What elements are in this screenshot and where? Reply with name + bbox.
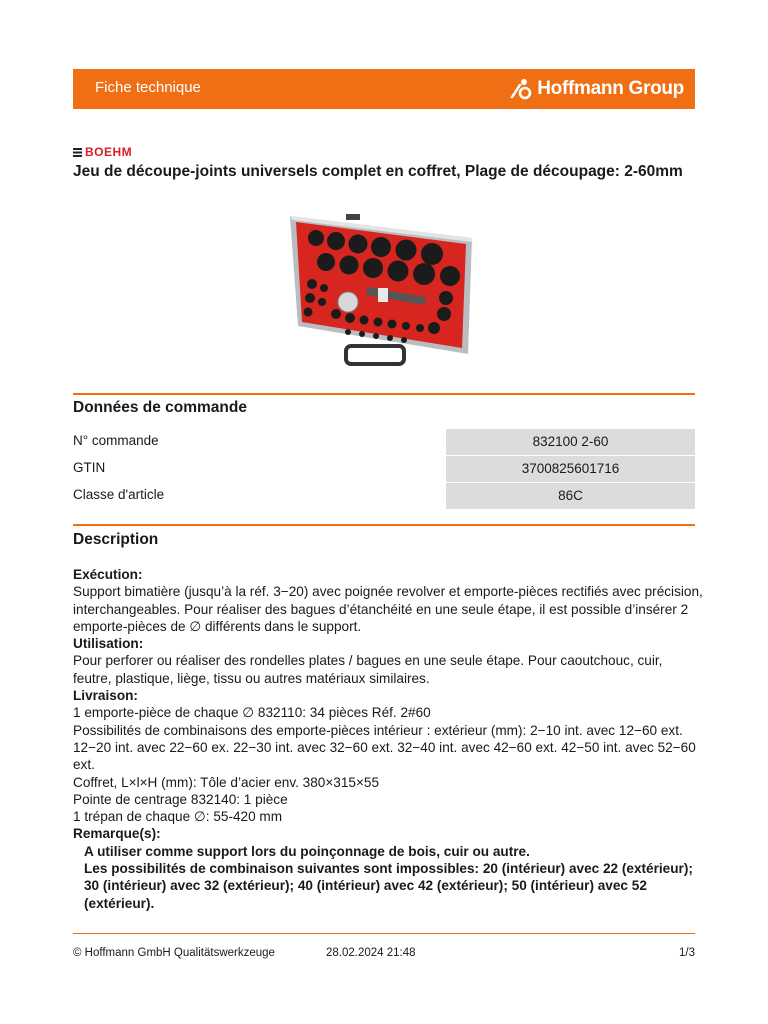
delivery-line: 1 emporte-pièce de chaque ∅ 832110: 34 pièces Réf. 2#60 (73, 705, 431, 721)
order-section-rule (73, 393, 695, 395)
remark-item: A utiliser comme support lors du poinçonnage de bois, cuir ou autre. (84, 843, 530, 859)
order-number-label: N° commande (73, 433, 159, 448)
table-row (73, 483, 695, 510)
description-heading: Description (73, 531, 159, 548)
footer-date: 28.02.2024 21:48 (326, 947, 416, 959)
article-class-label: Classe d'article (73, 487, 165, 502)
execution-label: Exécution: (73, 567, 143, 582)
remarks-label: Remarque(s): (73, 826, 161, 842)
logo-text: Hoffmann Group (537, 78, 684, 99)
header-bar (73, 69, 695, 109)
remark-item: Les possibilités de combinaison suivantes sont impossibles: 20 (intérieur) avec 22 (extérieur); 30 (intérieur) avec 32 (extérieur); 40 (intérieur) avec 42 (extérieur); 50 (intérieur) avec 52 (extérieur). (84, 861, 693, 911)
brand-logo (73, 146, 132, 158)
delivery-line: Coffret, L×l×H (mm): Tôle d’acier env. 380×315×55 (73, 774, 380, 790)
product-title: Jeu de découpe-joints universels complet en coffret, Plage de découpage: 2-60mm (73, 163, 683, 180)
delivery-label: Livraison: (73, 688, 138, 704)
delivery-line: Possibilités de combinaisons des emporte-pièces intérieur : extérieur (mm): 2−10 int. avec 12−60 ext. 12−20 int. avec 22−60 ex. 22−30 int. avec 32−60 ext. 32−40 int. avec 42−60 ext. 42−50 int. avec 52−60 ext. (73, 722, 696, 773)
description-body (73, 566, 703, 912)
order-table (73, 429, 695, 510)
delivery-line: Pointe de centrage 832140: 1 pièce (73, 791, 288, 807)
gtin-value: 3700825601716 (446, 456, 695, 482)
description-section-rule (73, 524, 695, 526)
hoffmann-logo-icon (508, 78, 532, 100)
delivery-line: 1 trépan de chaque ∅: 55-420 mm (73, 809, 283, 825)
usage-label: Utilisation: (73, 636, 144, 652)
table-row (73, 456, 695, 483)
gtin-label: GTIN (73, 460, 106, 475)
table-row (73, 429, 695, 456)
article-class-value: 86C (446, 483, 695, 509)
order-heading: Données de commande (73, 399, 247, 416)
boehm-mark-icon (73, 148, 82, 157)
order-number-value: 832100 2-60 (446, 429, 695, 455)
footer-copyright: © Hoffmann GmbH Qualitätswerkzeuge (73, 947, 275, 959)
hoffmann-logo (508, 76, 684, 102)
execution-text: Support bimatière (jusqu’à la réf. 3−20) avec poignée revolver et emporte-pièces rectifiés avec précision, interchangeables. Pour réaliser des bagues d’étanchéité en une seule étape, il est possible d’insérer 2 emporte-pièces de ∅ différents dans le support. (73, 584, 703, 634)
footer-page-number: 1/3 (679, 947, 695, 959)
punch-set-case-image (286, 208, 478, 373)
footer-rule (73, 933, 695, 934)
header-title: Fiche technique (95, 79, 201, 96)
brand-name: BOEHM (85, 145, 133, 159)
usage-text: Pour perforer ou réaliser des rondelles plates / bagues en une seule étape. Pour caoutchouc, cuir, feutre, plastique, liège, tissu ou autres matériaux similaires. (73, 653, 663, 686)
